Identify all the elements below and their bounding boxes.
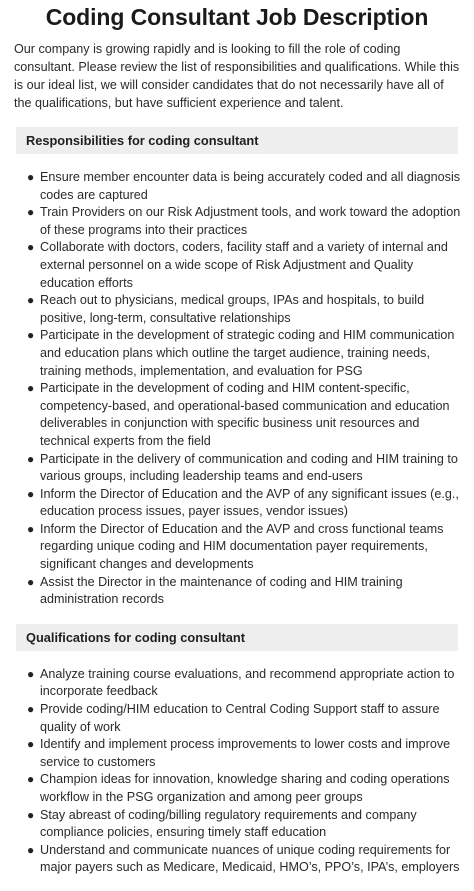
list-item [27, 701, 468, 736]
bullet-icon: ● [27, 737, 35, 752]
list-item [27, 451, 468, 486]
list-item-text: Participate in the development of strategic coding and HIM communication and education plans which outline the target audience, training needs, training methods, implementation, and evaluation for PSG [40, 328, 455, 378]
list-item [27, 574, 468, 609]
list-item [27, 842, 468, 877]
list-item [27, 771, 468, 806]
bullet-icon: ● [27, 807, 35, 822]
list-item [27, 486, 468, 521]
list-item-text: Participate in the delivery of communication and coding and HIM training to various groups, including leadership teams and end-users [40, 451, 458, 484]
bullet-icon: ● [27, 205, 35, 220]
bullet-icon: ● [27, 702, 35, 717]
list-item-text: Identify and implement process improvements to lower costs and improve service to customers [40, 737, 451, 769]
list-item [27, 292, 468, 327]
list-item-text: Understand and communicate nuances of unique coding requirements for major payers such as Medicare, Medicaid, HMO’s, PPO’s, IPA’s, employers [40, 842, 460, 875]
list-item-text: Stay abreast of coding/billing regulatory requirements and company compliance policies, ensuring timely staff education [40, 807, 417, 840]
list-item-text: Analyze training course evaluations, and recommend appropriate action to incorporate feedback [40, 666, 455, 699]
list-item-text: Participate in the development of coding and HIM content-specific, competency-based, and operational-based communication and education deliverables in conjunction with specific business unit resources and technical experts from the field [40, 381, 450, 448]
bullet-icon: ● [27, 521, 35, 536]
responsibilities-list [0, 169, 474, 609]
bullet-icon: ● [27, 772, 35, 787]
list-item-text: Train Providers on our Risk Adjustment tools, and work toward the adoption of these programs into their practices [40, 205, 461, 237]
list-item [27, 736, 468, 771]
page-title: Coding Consultant Job Description [45, 4, 429, 30]
responsibilities-heading: Responsibilities for coding consultant [16, 127, 458, 154]
bullet-icon: ● [27, 240, 35, 255]
bullet-icon: ● [27, 842, 35, 857]
list-item-text: Assist the Director in the maintenance of coding and HIM training administration records [40, 574, 403, 607]
list-item-text: Reach out to physicians, medical groups, IPAs and hospitals, to build positive, long-term, consultative relationships [40, 293, 425, 325]
bullet-icon: ● [27, 328, 35, 343]
list-item-text: Ensure member encounter data is being accurately coded and all diagnosis codes are captured [40, 170, 461, 202]
list-item-text: Collaborate with doctors, coders, facility staff and a variety of internal and external personnel on a wide scope of Risk Adjustment and Quality education efforts [40, 240, 448, 290]
list-item [27, 169, 468, 204]
intro-paragraph: Our company is growing rapidly and is looking to fill the role of coding consultant. Please review the list of responsibilities and qualifications. While this is our ideal list, we will consider candidates that do not necessarily have all of the qualifications, but have sufficient experience and talent. [14, 42, 460, 110]
list-item [27, 521, 468, 574]
bullet-icon: ● [27, 293, 35, 308]
list-item [27, 204, 468, 239]
list-item-text: Champion ideas for innovation, knowledge sharing and coding operations workflow in the PSG organization and among peer groups [40, 772, 450, 804]
bullet-icon: ● [27, 666, 35, 681]
bullet-icon: ● [27, 451, 35, 466]
list-item [27, 807, 468, 842]
list-item-text: Inform the Director of Education and the AVP and cross functional teams regarding unique coding and HIM documentation payer requirements, significant changes and developments [40, 521, 444, 572]
bullet-icon: ● [27, 170, 35, 184]
list-item [27, 327, 468, 380]
bullet-icon: ● [27, 574, 35, 589]
list-item-text: Provide coding/HIM education to Central Coding Support staff to assure quality of work [40, 702, 440, 734]
qualifications-list [0, 666, 474, 877]
bullet-icon: ● [27, 486, 35, 501]
list-item [27, 380, 468, 450]
list-item-text: Inform the Director of Education and the AVP of any significant issues (e.g., education process issues, payer issues, vendor issues) [40, 486, 459, 519]
qualifications-heading: Qualifications for coding consultant [16, 624, 458, 651]
bullet-icon: ● [27, 381, 35, 396]
list-item [27, 666, 468, 701]
list-item [27, 239, 468, 292]
